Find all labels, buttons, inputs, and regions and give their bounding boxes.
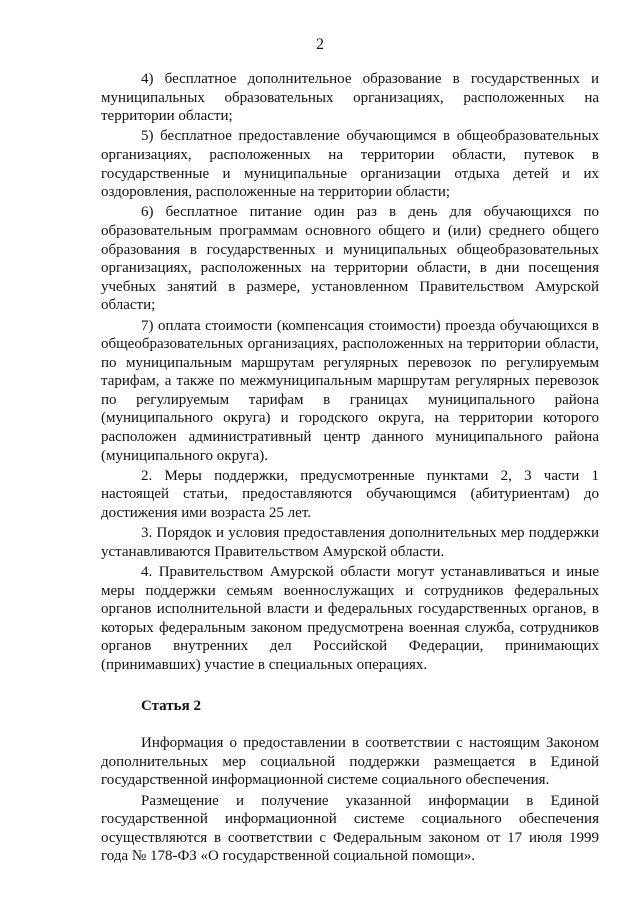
paragraph-item-6: 6) бесплатное питание один раз в день для обучающихся по образовательным программам основного общего и (или) среднего общего образования в государственных и муниципальных общеобразовательных организациях, расположенных на территории области, в дни посещения учебных занятий в размере, установленном Правительством Амурской области; xyxy=(101,204,599,314)
paragraph-part-2: 2. Меры поддержки, предусмотренные пунктами 2, 3 части 1 настоящей статьи, предоставляются обучающимся (абитуриентам) до достижения ими возраста 25 лет. xyxy=(101,467,599,522)
paragraph-article2-info: Информация о предоставлении в соответствии с настоящим Законом дополнительных мер социальной поддержки размещается в Единой государственной информационной системе социального обеспечения. xyxy=(101,735,599,789)
document-body xyxy=(101,70,599,868)
paragraph-item-7: 7) оплата стоимости (компенсация стоимости) проезда обучающихся в общеобразовательных организациях, расположенных на территории области, по муниципальным маршрутам регулярных перевозок по регулируемым тарифам, а также по межмуниципальным маршрутам регулярных перевозок по регулируемым тарифам в границах муниципального района (муниципального округа) и городского округа, на территории которого расположен административный центр данного муниципального района (муниципального округа). xyxy=(101,317,599,464)
paragraph-part-4: 4. Правительством Амурской области могут устанавливаться и иные меры поддержки семьям военнослужащих и сотрудников федеральных органов исполнительной власти и федеральных государственных органов, в которых федеральным законом предусмотрена военная служба, сотрудников органов внутренних дел Российской Федерации, принимающих (принимавших) участие в специальных операциях. xyxy=(101,564,599,673)
paragraph-part-3: 3. Порядок и условия предоставления дополнительных мер поддержки устанавливаются Правительством Амурской области. xyxy=(101,525,599,560)
paragraph-article2-placement: Размещение и получение указанной информации в Единой государственной информационной системе социального обеспечения осуществляются в соответствии с Федеральным законом от 17 июля 1999 года № 178-ФЗ «О государственной социальной помощи». xyxy=(101,792,599,865)
paragraph-item-4: 4) бесплатное дополнительное образование в государственных и муниципальных образовательных организациях, расположенных на территории области; xyxy=(101,71,599,125)
page-number: 2 xyxy=(316,36,324,53)
paragraph-item-5: 5) бесплатное предоставление обучающимся в общеобразовательных организациях, расположенных на территории области, путевок в государственные и муниципальные организации отдыха детей и их оздоровления, расположенные на территории области; xyxy=(101,128,599,201)
article-heading: Статья 2 xyxy=(141,697,201,714)
